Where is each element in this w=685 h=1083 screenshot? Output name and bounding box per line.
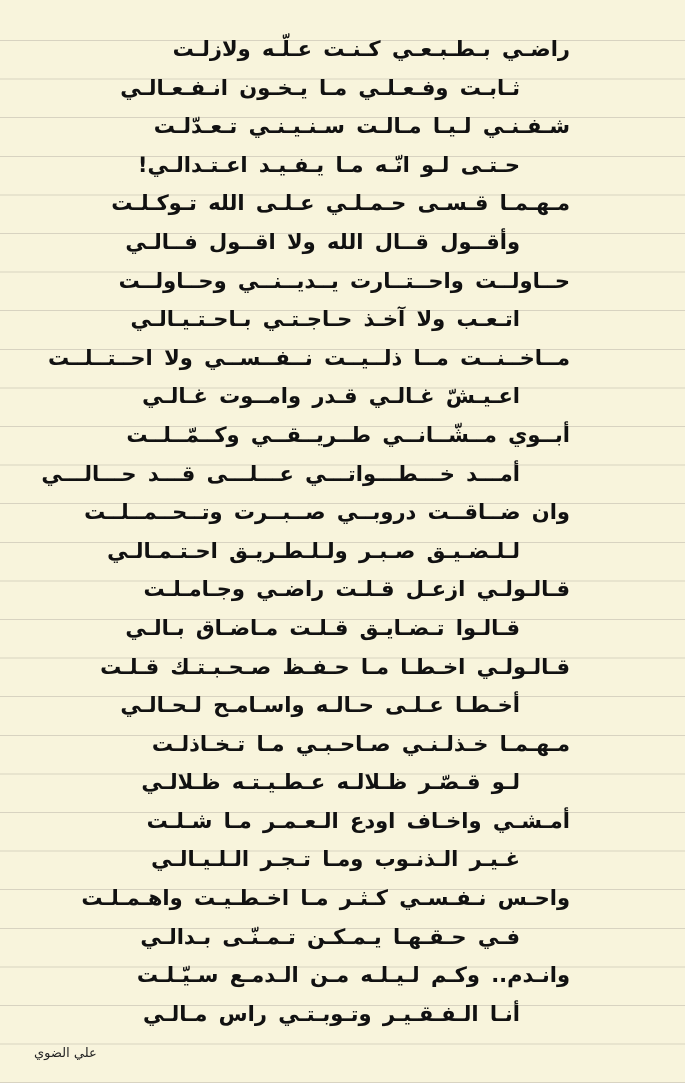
poem-line-14: لـلـضـيـق صـبـر ولـلـطـريـق احـتـمـالـي <box>107 538 520 563</box>
poem-line-4: حـتـى لـو انّـه مـا يـفـيـد اعـتـدالـي! <box>137 152 520 177</box>
poem-line-24: فـي حـقـهـا يـمـكـن تـمـنّـى بـدالـي <box>140 924 520 949</box>
poem-line-21: أمـشـي واخـاف اودع الـعـمـر مـا شـلـت <box>146 808 570 833</box>
poem-line-15: قـالـولـي ازعـل قـلـت راضـي وجـامـلـت <box>143 577 570 602</box>
poem-line-16: قـالـوا تـضـايـق قـلـت مـاضـاق بـالـي <box>125 615 520 640</box>
poem-line-7: حــاولــت واحــتــارت يــديــنــي وحــاولــت <box>118 268 570 293</box>
poem-line-3: شـفـنـي لـيـا مـالـت سـنـيـنـي تـعـدّلـت <box>153 114 570 139</box>
poem <box>0 30 685 1033</box>
poem-line-10: اعـيـشّ غـالـي قـدر وامــوت غـالـي <box>142 384 520 409</box>
poem-line-20: لـو قـصّـر ظـلالـه عـطـيـتـه ظـلالـي <box>141 770 520 795</box>
poem-line-19: مـهـمـا خـذلـنـي صـاحـبـي مـا تـخـاذلـت <box>151 731 570 756</box>
poem-line-1: راضـي بـطـبـعـي كـنـت عـلّـه ولازلـت <box>172 37 570 61</box>
poem-line-18: أخـطـا عـلـى حـالـه واسـامـح لـحـالـي <box>120 693 520 718</box>
poem-line-2: ثـابـت وفـعـلـي مـا يـخـون انـفـعـالـي <box>120 75 520 100</box>
poem-line-13: وان ضــاقــت دروبــي صــبــرت وتــحــمــلــت <box>84 500 570 525</box>
poem-line-12: أمـــد خـــطـــواتـــي عـــلـــى قـــد حـــالـــي <box>41 461 520 486</box>
poem-line-17: قـالـولـي اخـطـا مـا حـفـظ صـحـبـتـك قـلـت <box>100 654 570 679</box>
poem-line-23: واحـس نـفـسـي كـثـر مـا اخـطـيـت واهـمـلـت <box>81 886 570 911</box>
poem-line-11: أبــوي مــشّــانــي طــريــقــي وكــمّــلــت <box>126 422 570 447</box>
poem-line-26: أنـا الـفـقـيـر وتـوبـتـي راس مـالـي <box>142 1001 520 1026</box>
poem-line-22: غـيـر الـذنـوب ومـا تـجـر الـلـيـالـي <box>151 847 520 872</box>
poem-line-8: اتـعـب ولا آخـذ حـاجـتـي بـاحـتـيـالـي <box>130 307 520 332</box>
poem-line-9: مــاخــنــت مــا ذلــيــت نــفــســي ولا احــتــلــت <box>47 345 570 370</box>
poem-line-5: مـهـمـا قـسـى حـمـلـي عـلـى الله تـوكـلـت <box>111 191 570 216</box>
poem-line-6: وأقــول قــال الله ولا اقــول فــالـي <box>125 229 520 254</box>
author-signature: علي الضوي <box>34 1046 97 1061</box>
poem-line-25: وانـدم.. وكـم لـيـلـه مـن الـدمـع سـيّـلـت <box>136 963 570 988</box>
